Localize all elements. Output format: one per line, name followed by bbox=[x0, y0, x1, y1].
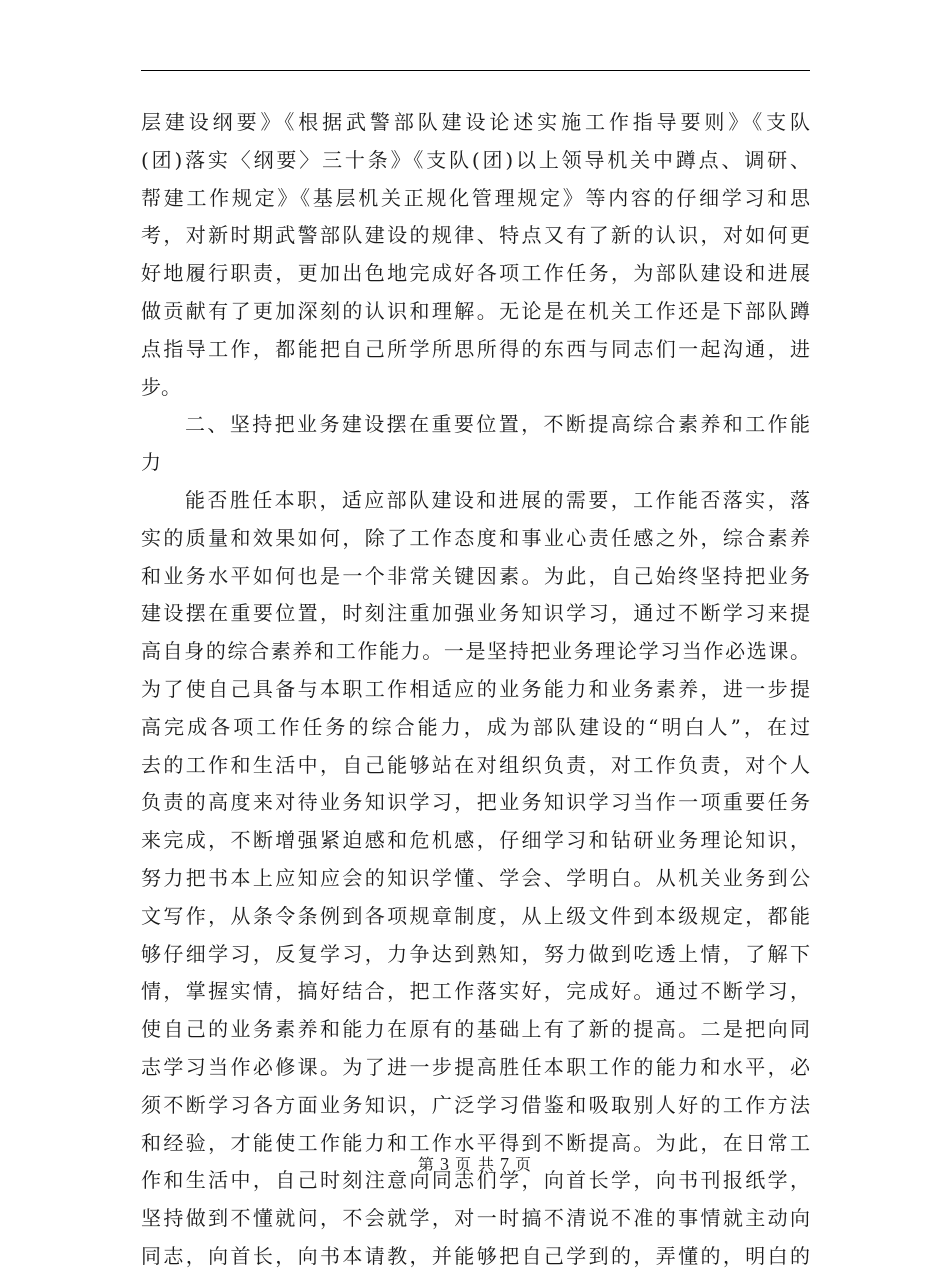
text-line: 志学习当作必修课。为了进一步提高胜任本职工作的能力和水平，必 bbox=[141, 1054, 810, 1079]
text-line: 作和生活中，自己时刻注意向同志们学，向首长学，向书刊报纸学， bbox=[141, 1168, 810, 1193]
text-line: 须不断学习各方面业务知识，广泛学习借鉴和吸取别人好的工作方法 bbox=[141, 1092, 810, 1117]
text-line: 为了使自己具备与本职工作相适应的业务能力和业务素养，进一步提 bbox=[141, 676, 810, 701]
footer-middle: 页 共 bbox=[454, 1155, 496, 1174]
text-line: 和经验，才能使工作能力和工作水平得到不断提高。为此，在日常工 bbox=[141, 1130, 810, 1155]
text-line: 做贡献有了更加深刻的认识和理解。无论是在机关工作还是下部队蹲 bbox=[141, 298, 810, 323]
text-line: 好地履行职责，更加出色地完成好各项工作任务，为部队建设和进展 bbox=[141, 261, 810, 286]
text-line: 文写作，从条令条例到各项规章制度，从上级文件到本级规定，都能 bbox=[141, 903, 810, 928]
text-line: 步。 bbox=[141, 374, 181, 399]
body-text bbox=[141, 104, 810, 1276]
footer-prefix: 第 bbox=[417, 1155, 435, 1174]
text-line: 情，掌握实情，搞好结合，把工作落实好，完成好。通过不断学习， bbox=[141, 979, 810, 1004]
header-rule bbox=[141, 70, 810, 71]
text-line: 考，对新时期武警部队建设的规律、特点又有了新的认识，对如何更 bbox=[141, 223, 810, 248]
text-line: 够仔细学习，反复学习，力争达到熟知，努力做到吃透上情，了解下 bbox=[141, 941, 810, 966]
text-line: 去的工作和生活中，自己能够站在对组织负责，对工作负责，对个人 bbox=[141, 752, 810, 777]
text-line: 努力把书本上应知应会的知识学懂、学会、学明白。从机关业务到公 bbox=[141, 865, 810, 890]
text-line: 坚持做到不懂就问，不会就学，对一时搞不清说不准的事情就主动向 bbox=[141, 1206, 810, 1231]
text-line: 高自身的综合素养和工作能力。一是坚持把业务理论学习当作必选课。 bbox=[141, 639, 810, 664]
text-line: 能否胜任本职，适应部队建设和进展的需要，工作能否落实，落 bbox=[185, 487, 810, 512]
text-line: 来完成，不断增强紧迫感和危机感，仔细学习和钻研业务理论知识， bbox=[141, 828, 810, 853]
footer-suffix: 页 bbox=[515, 1155, 533, 1174]
text-line: 建设摆在重要位置，时刻注重加强业务知识学习，通过不断学习来提 bbox=[141, 601, 810, 626]
current-page-number: 3 bbox=[439, 1154, 450, 1174]
text-line: 点指导工作，都能把自己所学所思所得的东西与同志们一起沟通，进 bbox=[141, 336, 810, 361]
section-heading-line: 二、坚持把业务建设摆在重要位置，不断提高综合素养和工作能 bbox=[185, 412, 810, 437]
text-line: 帮建工作规定》《基层机关正规化管理规定》等内容的仔细学习和思 bbox=[141, 185, 810, 210]
page-footer bbox=[0, 1154, 950, 1175]
total-page-number: 7 bbox=[500, 1154, 511, 1174]
text-line: 和业务水平如何也是一个非常关键因素。为此，自己始终坚持把业务 bbox=[141, 563, 810, 588]
text-line: 负责的高度来对待业务知识学习，把业务知识学习当作一项重要任务 bbox=[141, 790, 810, 815]
text-line: 实的质量和效果如何，除了工作态度和事业心责任感之外，综合素养 bbox=[141, 525, 810, 550]
text-line: 高完成各项工作任务的综合能力，成为部队建设的“明白人”，在过 bbox=[141, 714, 810, 739]
text-line: 层建设纲要》《根据武警部队建设论述实施工作指导要则》《支队 bbox=[141, 110, 810, 134]
text-line: 使自己的业务素养和能力在原有的基础上有了新的提高。二是把向同 bbox=[141, 1017, 810, 1042]
text-line: (团)落实〈纲要〉三十条》《支队(团)以上领导机关中蹲点、调研、 bbox=[141, 147, 810, 172]
text-line: 同志，向首长，向书本请教，并能够把自己学到的，弄懂的，明白的 bbox=[141, 1243, 810, 1268]
section-heading-line: 力 bbox=[141, 450, 161, 475]
